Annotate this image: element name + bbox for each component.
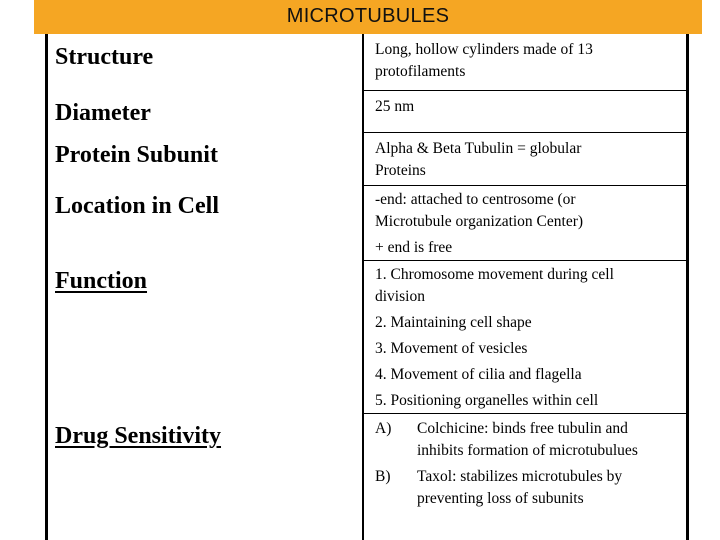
value-line: Colchicine: binds free tubulin and — [417, 420, 628, 437]
value-line: 4. Movement of cilia and flagella — [375, 366, 582, 383]
value-protein-subunit — [375, 138, 685, 182]
row-divider — [362, 260, 689, 261]
page-title: MICROTUBULES — [286, 5, 450, 27]
value-line: Alpha & Beta Tubulin = globular — [375, 140, 582, 157]
drug-marker: B) — [375, 468, 391, 485]
value-line: Proteins — [375, 162, 426, 179]
title-banner — [34, 0, 702, 34]
drug-item — [375, 466, 685, 510]
value-drug-sensitivity — [375, 418, 685, 510]
value-line: 1. Chromosome movement during cell — [375, 266, 614, 283]
label-diameter: Diameter — [55, 100, 151, 126]
label-drug-sensitivity: Drug Sensitivity — [55, 423, 222, 449]
value-line: division — [375, 288, 425, 305]
value-line: 2. Maintaining cell shape — [375, 314, 532, 331]
label-protein-subunit: Protein Subunit — [55, 142, 218, 168]
value-location — [375, 189, 685, 259]
value-line: Microtubule organization Center) — [375, 213, 584, 230]
value-line: + end is free — [375, 239, 453, 256]
drug-text — [417, 418, 685, 462]
drug-item — [375, 418, 685, 462]
value-structure — [375, 39, 685, 83]
value-line: -end: attached to centrosome (or — [375, 191, 576, 208]
row-divider — [362, 132, 689, 133]
value-line: Taxol: stabilizes microtubules by — [417, 468, 623, 485]
value-line: preventing loss of subunits — [417, 490, 584, 507]
value-line: protofilaments — [375, 63, 466, 80]
value-line: 25 nm — [375, 98, 415, 115]
value-line: 5. Positioning organelles within cell — [375, 392, 599, 409]
value-diameter — [375, 96, 685, 118]
value-line: inhibits formation of microtubulues — [417, 442, 638, 459]
drug-text — [417, 466, 685, 510]
row-divider — [362, 413, 689, 414]
label-structure: Structure — [55, 44, 154, 70]
value-line: 3. Movement of vesicles — [375, 340, 528, 357]
row-divider — [362, 185, 689, 186]
label-function: Function — [55, 268, 148, 294]
drug-marker: A) — [375, 420, 392, 437]
row-divider — [362, 90, 689, 91]
value-line: Long, hollow cylinders made of 13 — [375, 41, 593, 58]
value-function — [375, 264, 685, 412]
label-location: Location in Cell — [55, 193, 220, 219]
column-divider — [362, 34, 364, 540]
